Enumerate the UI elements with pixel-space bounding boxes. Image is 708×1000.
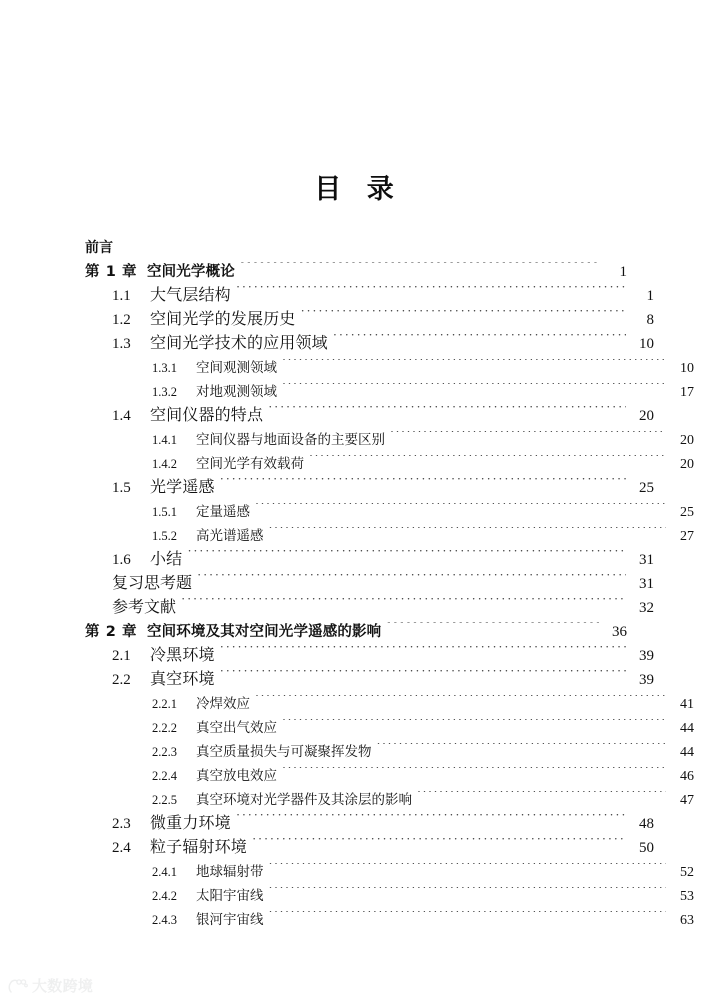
- toc-entry[interactable]: [85, 332, 654, 356]
- toc-entry-number: 2.3: [112, 816, 131, 832]
- toc-entry-label: 地球辐射带: [196, 864, 264, 879]
- toc-leader-dots: [269, 863, 667, 877]
- toc-entry-number: 2.2.2: [152, 721, 177, 735]
- toc-entry[interactable]: [85, 284, 654, 308]
- toc-entry-label: 空间光学概论: [147, 264, 235, 280]
- toc-entry[interactable]: [85, 500, 694, 524]
- toc-entry[interactable]: [85, 572, 654, 596]
- toc-entry-label: 定量遥感: [196, 504, 250, 519]
- toc-entry-pagenumber: 48: [639, 816, 654, 832]
- toc-leader-dots: [240, 262, 599, 277]
- toc-entry-pagenumber: 25: [680, 505, 694, 520]
- toc-entry[interactable]: [85, 380, 694, 404]
- toc-entry-number: 1.3.2: [152, 385, 177, 399]
- toc-entry-number: 1.1: [112, 288, 131, 304]
- toc-entry[interactable]: [85, 836, 654, 860]
- toc-leader-dots: [255, 503, 666, 517]
- toc-leader-dots: [333, 332, 626, 348]
- toc-entry[interactable]: [85, 236, 627, 260]
- toc-leader-dots: [386, 622, 599, 637]
- toc-entry-number: 1.4.1: [152, 433, 177, 447]
- toc-entry-number: 1.6: [112, 552, 131, 568]
- toc-entry[interactable]: [85, 764, 694, 788]
- toc-entry-label: 对地观测领域: [196, 384, 277, 399]
- toc-entry-number: 2.1: [112, 648, 131, 664]
- toc-entry-pagenumber: 39: [639, 648, 654, 664]
- toc-entry[interactable]: [85, 452, 694, 476]
- toc-leader-dots: [252, 836, 626, 852]
- toc-leader-dots: [282, 383, 666, 397]
- toc-entry-pagenumber: 20: [680, 457, 694, 472]
- toc-leader-dots: [282, 767, 666, 781]
- toc-entry-label: 空间观测领域: [196, 360, 277, 375]
- toc-entry-label: 银河宇宙线: [196, 912, 264, 927]
- toc-entry-pagenumber: 50: [639, 840, 654, 856]
- toc-entry-pagenumber: 20: [680, 433, 694, 448]
- toc-entry-number: 2.2.5: [152, 793, 177, 807]
- toc-entry-label: 参考文献: [112, 599, 177, 616]
- toc-entry[interactable]: [85, 740, 694, 764]
- toc-entry-label: 前言: [85, 240, 113, 256]
- toc-entry[interactable]: [85, 308, 654, 332]
- toc-entry[interactable]: [85, 668, 654, 692]
- toc-entry-number: 2.2: [112, 672, 131, 688]
- toc-entry-pagenumber: 10: [639, 336, 654, 352]
- toc-entry-number: 1.5.2: [152, 529, 177, 543]
- toc-entry-label: 空间环境及其对空间光学遥感的影响: [147, 624, 382, 640]
- toc-entry[interactable]: [85, 908, 694, 932]
- toc-entry-pagenumber: 47: [680, 793, 694, 808]
- toc-entry-label: 真空放电效应: [196, 768, 277, 783]
- toc-leader-dots: [181, 596, 626, 612]
- toc-entry[interactable]: [85, 860, 694, 884]
- toc-entry[interactable]: [85, 404, 654, 428]
- toc-leader-dots: [197, 572, 626, 588]
- toc-entry-number: 2.4: [112, 840, 131, 856]
- toc-entry-number: 2.2.4: [152, 769, 177, 783]
- toc-entry[interactable]: [85, 788, 694, 812]
- toc-entry-label: 空间仪器与地面设备的主要区别: [196, 432, 385, 447]
- toc-entry-number: 2.4.1: [152, 865, 177, 879]
- toc-entry-pagenumber: 46: [680, 769, 694, 784]
- toc-entry-pagenumber: 8: [646, 312, 654, 328]
- toc-entry-pagenumber: 17: [680, 385, 694, 400]
- toc-entry-pagenumber: 10: [680, 361, 694, 376]
- toc-entry-number: 2.2.1: [152, 697, 177, 711]
- watermark-label: 大数跨境: [32, 976, 94, 995]
- toc-entry-number: 1.5.1: [152, 505, 177, 519]
- toc-entry[interactable]: [85, 692, 694, 716]
- toc-entry-label: 真空质量损失与可凝聚挥发物: [196, 744, 372, 759]
- toc-entry-pagenumber: 27: [680, 529, 694, 544]
- toc-leader-dots: [269, 527, 667, 541]
- toc-entry-pagenumber: 31: [639, 552, 654, 568]
- toc-leader-dots: [236, 284, 626, 300]
- toc-entry-pagenumber: 1: [619, 264, 627, 280]
- toc-entry-pagenumber: 63: [680, 913, 694, 928]
- toc-entry[interactable]: [85, 548, 654, 572]
- toc-entry-number: 第 2 章: [85, 624, 138, 640]
- toc-leader-dots: [269, 911, 667, 925]
- toc-entry-number: 1.4: [112, 408, 131, 424]
- toc-entry-label: 空间仪器的特点: [150, 407, 264, 424]
- toc-entry[interactable]: [85, 620, 627, 644]
- paw-circle-logo-icon: [8, 978, 28, 994]
- toc-entry[interactable]: [85, 524, 694, 548]
- toc-entry-pagenumber: 44: [680, 721, 694, 736]
- toc-entry-pagenumber: 41: [680, 697, 694, 712]
- toc-leader-dots: [417, 791, 666, 805]
- toc-entry-pagenumber: 25: [639, 480, 654, 496]
- toc-entry[interactable]: [85, 356, 694, 380]
- toc-entry-label: 真空出气效应: [196, 720, 277, 735]
- toc-entry-label: 空间光学技术的应用领域: [150, 335, 328, 352]
- toc-leader-dots: [220, 668, 626, 684]
- toc-entry-label: 空间光学有效载荷: [196, 456, 304, 471]
- toc-entry-label: 真空环境对光学器件及其涂层的影响: [196, 792, 412, 807]
- watermark: [8, 978, 93, 994]
- toc-entry[interactable]: [85, 716, 694, 740]
- toc-entry[interactable]: [85, 644, 654, 668]
- toc-entry-label: 大气层结构: [150, 287, 231, 304]
- toc-entry-label: 复习思考题: [112, 575, 193, 592]
- toc-entry-label: 光学遥感: [150, 479, 215, 496]
- toc-leader-dots: [282, 719, 666, 733]
- toc-leader-dots: [255, 695, 666, 709]
- toc-entry-pagenumber: 53: [680, 889, 694, 904]
- toc-leader-dots: [377, 743, 667, 757]
- page-title: 目 录: [314, 174, 402, 205]
- toc-leader-dots: [309, 455, 666, 469]
- toc-entry-label: 高光谱遥感: [196, 528, 264, 543]
- toc-entry-pagenumber: 32: [639, 600, 654, 616]
- toc-entry-label: 太阳宇宙线: [196, 888, 264, 903]
- toc-entry-pagenumber: 31: [639, 576, 654, 592]
- toc-entry[interactable]: [85, 812, 654, 836]
- toc-entry-number: 1.3: [112, 336, 131, 352]
- toc-entry-label: 微重力环境: [150, 815, 231, 832]
- toc-entry-number: 1.5: [112, 480, 131, 496]
- toc-entry[interactable]: [85, 428, 694, 452]
- toc-leader-dots: [220, 644, 626, 660]
- toc-entry-label: 小结: [150, 551, 183, 568]
- toc-entry[interactable]: [85, 884, 694, 908]
- toc-entry-number: 第 1 章: [85, 264, 138, 280]
- toc-entry-pagenumber: 20: [639, 408, 654, 424]
- toc-entry-label: 真空环境: [150, 671, 215, 688]
- toc-entry-number: 1.4.2: [152, 457, 177, 471]
- toc-leader-dots: [300, 308, 626, 324]
- toc-entry[interactable]: [85, 260, 627, 284]
- toc-entry-number: 1.2: [112, 312, 131, 328]
- toc-entry-number: 2.4.3: [152, 913, 177, 927]
- toc-entry[interactable]: [85, 596, 654, 620]
- toc-entry-pagenumber: 39: [639, 672, 654, 688]
- toc-leader-dots: [236, 812, 626, 828]
- toc-leader-dots: [269, 887, 667, 901]
- toc-entry-pagenumber: 1: [646, 288, 654, 304]
- toc-entry[interactable]: [85, 476, 654, 500]
- toc-entry-pagenumber: 36: [612, 624, 627, 640]
- toc-leader-dots: [282, 359, 666, 373]
- toc-entry-label: 粒子辐射环境: [150, 839, 247, 856]
- toc-entry-label: 冷焊效应: [196, 696, 250, 711]
- toc-entry-pagenumber: 44: [680, 745, 694, 760]
- toc-entry-label: 冷黑环境: [150, 647, 215, 664]
- toc-entry-pagenumber: 52: [680, 865, 694, 880]
- table-of-contents: [85, 236, 694, 932]
- toc-entry-number: 1.3.1: [152, 361, 177, 375]
- toc-leader-dots: [220, 476, 626, 492]
- toc-leader-dots: [187, 548, 626, 564]
- toc-leader-dots: [268, 404, 626, 420]
- toc-entry-number: 2.2.3: [152, 745, 177, 759]
- toc-entry-label: 空间光学的发展历史: [150, 311, 296, 328]
- toc-leader-dots: [390, 431, 666, 445]
- toc-entry-number: 2.4.2: [152, 889, 177, 903]
